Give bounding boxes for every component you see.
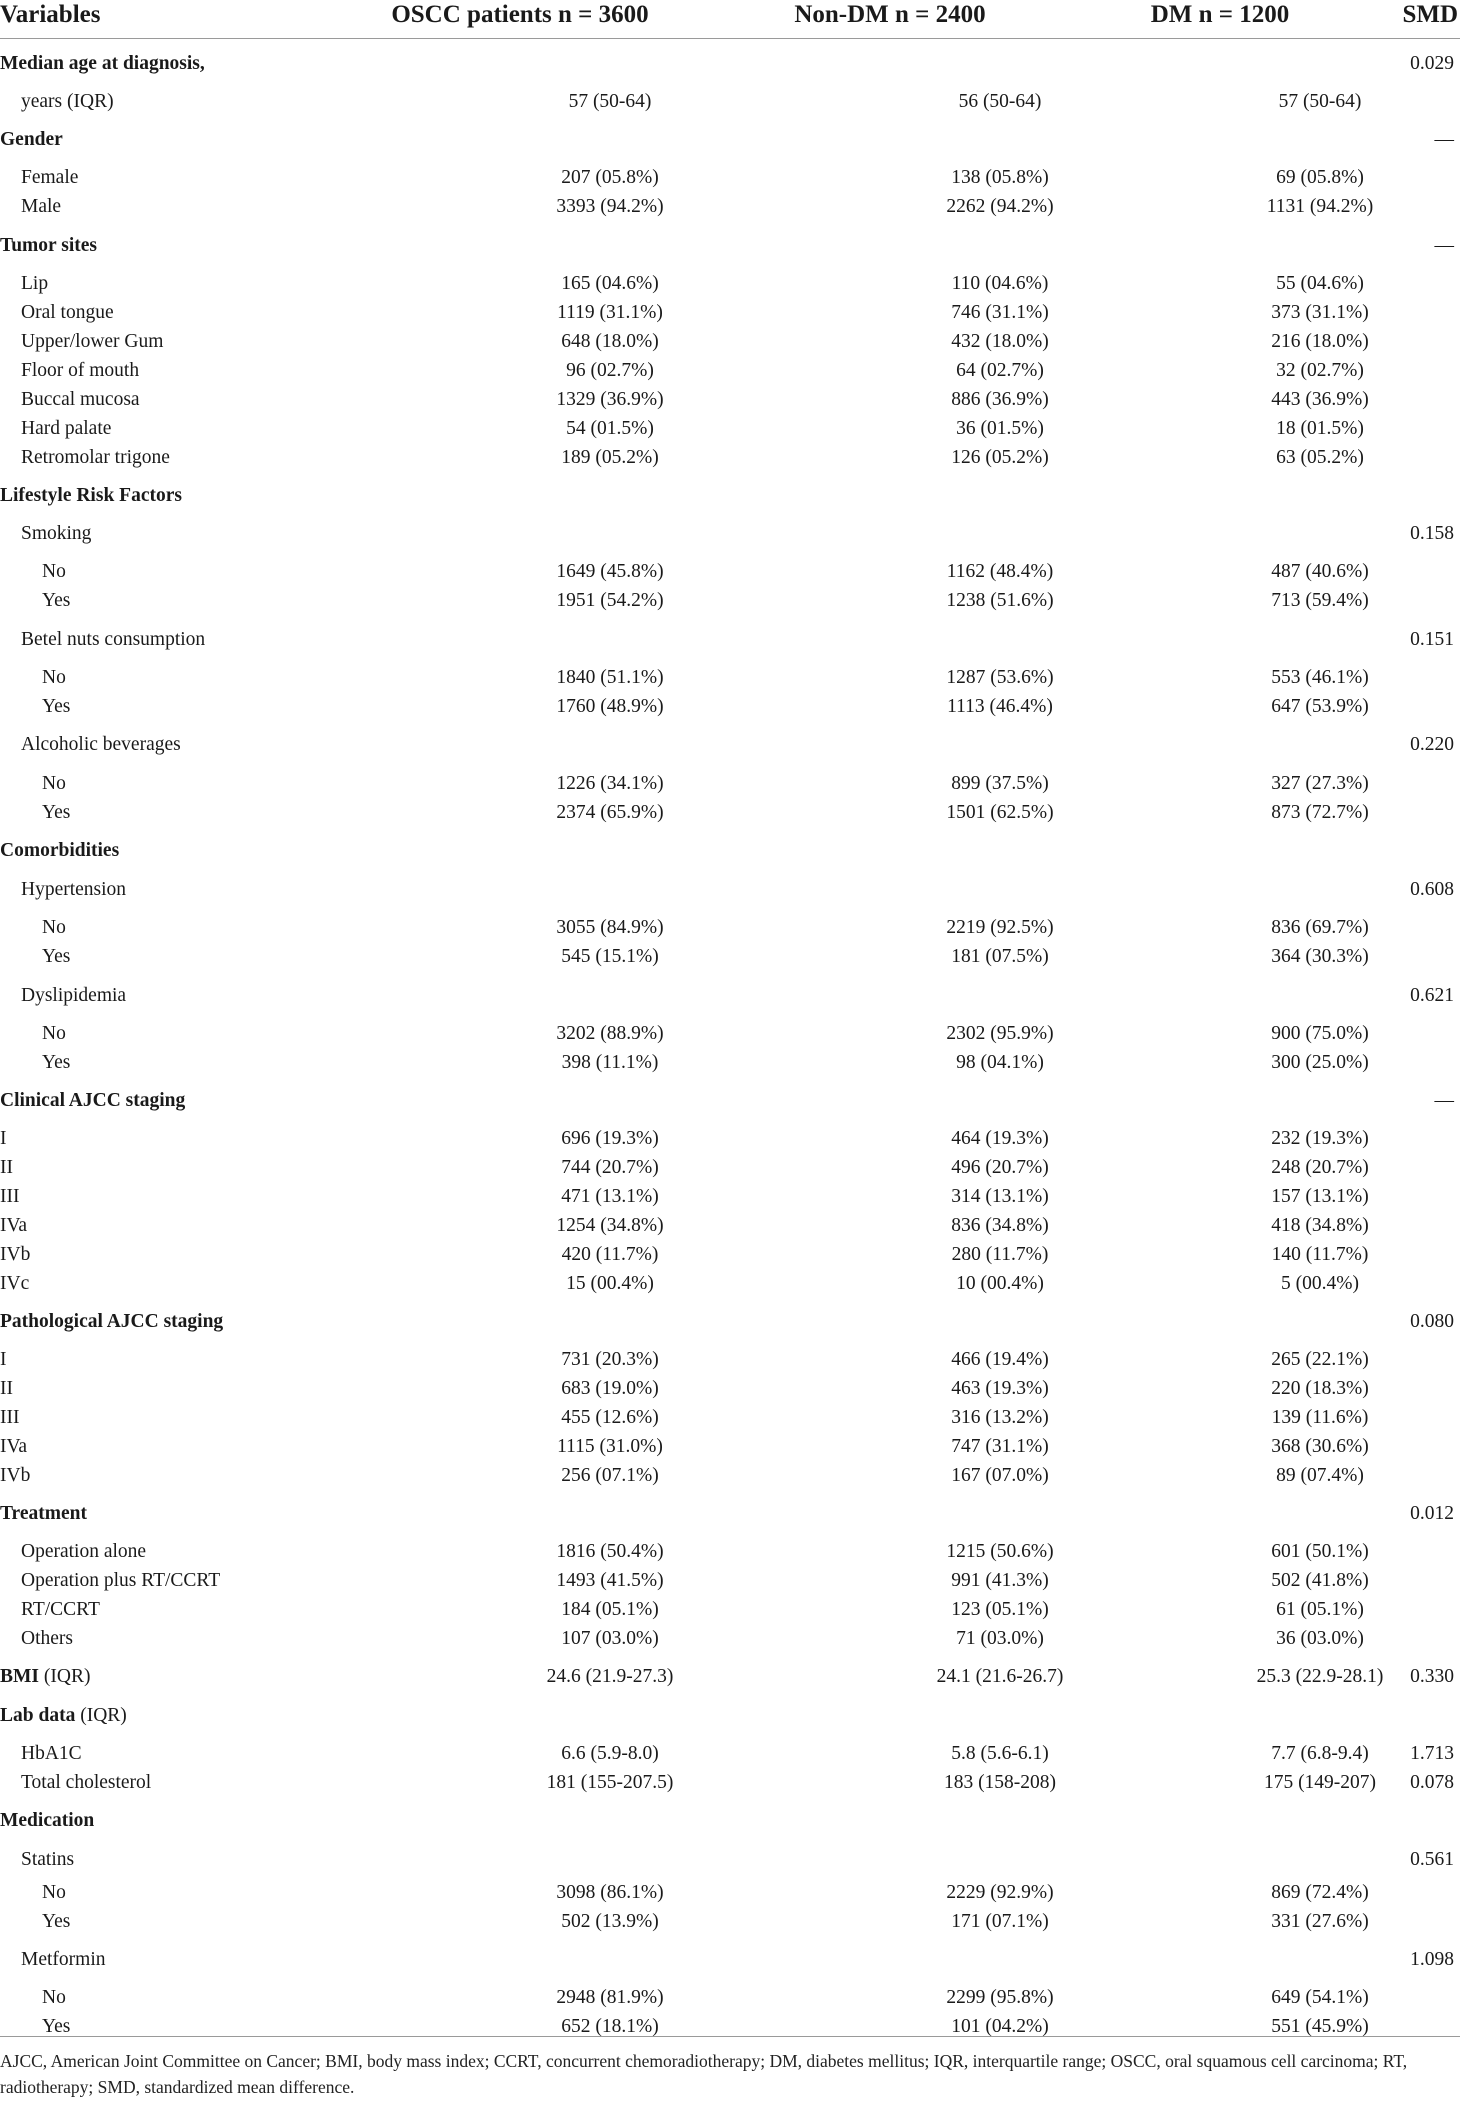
table-row: [0, 482, 1460, 510]
cell-dm: 36 (03.0%): [1276, 1628, 1364, 1649]
cell-non-dm: 2229 (92.9%): [946, 1882, 1054, 1903]
table-row: [0, 386, 1460, 414]
cell-non-dm: 36 (01.5%): [956, 418, 1044, 439]
row-label: Gender: [0, 129, 63, 150]
table-row: [0, 1908, 1460, 1936]
cell-dm: 647 (53.9%): [1271, 696, 1369, 717]
cell-smd: —: [1434, 235, 1454, 256]
table-row: [0, 88, 1460, 116]
cell-non-dm: 1113 (46.4%): [947, 696, 1053, 717]
cell-oscc: 1840 (51.1%): [556, 667, 664, 688]
table-row: [0, 1087, 1460, 1115]
header-oscc: OSCC patients n = 3600: [391, 1, 649, 28]
row-label: IVa: [0, 1215, 28, 1236]
row-label: II: [0, 1378, 13, 1399]
cell-oscc: 15 (00.4%): [566, 1273, 654, 1294]
cell-non-dm: 126 (05.2%): [951, 447, 1049, 468]
cell-oscc: 1329 (36.9%): [556, 389, 664, 410]
table-row: [0, 693, 1460, 721]
cell-non-dm: 464 (19.3%): [951, 1128, 1049, 1149]
cell-dm: 265 (22.1%): [1271, 1349, 1369, 1370]
table-row: [0, 193, 1460, 221]
cell-dm: 364 (30.3%): [1271, 946, 1369, 967]
cell-oscc: 545 (15.1%): [561, 946, 659, 967]
table-row: [0, 520, 1460, 548]
cell-dm: 836 (69.7%): [1271, 917, 1369, 938]
cell-oscc: 24.6 (21.9-27.3): [546, 1666, 674, 1687]
cell-non-dm: 314 (13.1%): [951, 1186, 1049, 1207]
row-label: IVc: [0, 1273, 30, 1294]
cell-smd: 0.158: [1410, 523, 1454, 544]
table-row: [0, 1740, 1460, 1768]
table-row: [0, 1241, 1460, 1269]
table-row: [0, 328, 1460, 356]
row-label: Buccal mucosa: [21, 389, 140, 410]
row-label: Alcoholic beverages: [21, 734, 181, 755]
row-label: Treatment: [0, 1503, 87, 1524]
table-row: [0, 587, 1460, 615]
row-label: HbA1C: [21, 1743, 82, 1764]
row-label: Pathological AJCC staging: [0, 1311, 224, 1332]
row-label: Dyslipidemia: [21, 985, 127, 1006]
cell-oscc: 189 (05.2%): [561, 447, 659, 468]
table-row: [0, 664, 1460, 692]
table-row: [0, 1596, 1460, 1624]
table-row: [0, 1270, 1460, 1298]
table-header: [0, 0, 1460, 36]
table-row: [0, 357, 1460, 385]
row-label: Operation alone: [21, 1541, 147, 1562]
cell-oscc: 696 (19.3%): [561, 1128, 659, 1149]
cell-non-dm: 886 (36.9%): [951, 389, 1049, 410]
header-variables: Variables: [0, 1, 101, 28]
cell-dm: 502 (41.8%): [1271, 1570, 1369, 1591]
cell-oscc: 648 (18.0%): [561, 331, 659, 352]
row-label: Comorbidities: [0, 840, 120, 861]
cell-oscc: 420 (11.7%): [561, 1244, 659, 1265]
cell-smd: 0.012: [1410, 1503, 1454, 1524]
cell-smd: 0.330: [1410, 1666, 1454, 1687]
row-label: Oral tongue: [21, 302, 114, 323]
cell-non-dm: 123 (05.1%): [951, 1599, 1049, 1620]
cell-oscc: 1649 (45.8%): [556, 561, 664, 582]
row-label: Retromolar trigone: [21, 447, 170, 468]
cell-non-dm: 167 (07.0%): [951, 1465, 1049, 1486]
row-label: Others: [21, 1628, 73, 1649]
table-row: [0, 1946, 1460, 1974]
cell-dm: 5 (00.4%): [1281, 1273, 1359, 1294]
cell-oscc: 3055 (84.9%): [556, 917, 664, 938]
cell-non-dm: 466 (19.4%): [951, 1349, 1049, 1370]
cell-non-dm: 1238 (51.6%): [946, 590, 1054, 611]
cell-oscc: 181 (155-207.5): [546, 1772, 674, 1793]
cell-non-dm: 56 (50-64): [958, 91, 1042, 112]
row-label-suffix: (IQR): [39, 1666, 91, 1687]
header-dm: DM n = 1200: [1150, 1, 1290, 28]
table-row: [0, 1049, 1460, 1077]
cell-dm: 553 (46.1%): [1271, 667, 1369, 688]
cell-dm: 32 (02.7%): [1276, 360, 1364, 381]
table-row: [0, 1567, 1460, 1595]
cell-oscc: 1816 (50.4%): [556, 1541, 664, 1562]
cell-dm: 89 (07.4%): [1276, 1465, 1364, 1486]
cell-dm: 418 (34.8%): [1271, 1215, 1369, 1236]
cell-dm: 216 (18.0%): [1271, 331, 1369, 352]
table-row: [0, 126, 1460, 154]
cell-dm: 443 (36.9%): [1271, 389, 1369, 410]
table-row: [0, 1879, 1460, 1907]
table-row: [0, 1663, 1460, 1691]
cell-non-dm: 64 (02.7%): [956, 360, 1044, 381]
cell-dm: 487 (40.6%): [1271, 561, 1369, 582]
cell-smd: —: [1434, 129, 1454, 150]
table-row: [0, 1846, 1460, 1874]
cell-oscc: 1951 (54.2%): [556, 590, 664, 611]
cell-non-dm: 2299 (95.8%): [946, 1987, 1054, 2008]
table-row: [0, 1538, 1460, 1566]
table-row: [0, 164, 1460, 192]
cell-smd: 1.098: [1410, 1949, 1454, 1970]
table-row: [0, 731, 1460, 759]
cell-non-dm: 746 (31.1%): [951, 302, 1049, 323]
cell-dm: 900 (75.0%): [1271, 1023, 1369, 1044]
cell-dm: 331 (27.6%): [1271, 1911, 1369, 1932]
row-label: Operation plus RT/CCRT: [21, 1570, 221, 1591]
row-label: No: [42, 1987, 66, 2008]
row-label: Clinical AJCC staging: [0, 1090, 186, 1111]
header-rule: [0, 38, 1460, 39]
row-label: No: [42, 1023, 66, 1044]
cell-dm: 7.7 (6.8-9.4): [1271, 1743, 1369, 1764]
cell-non-dm: 991 (41.3%): [951, 1570, 1049, 1591]
cell-smd: —: [1434, 1090, 1454, 1111]
cell-non-dm: 2219 (92.5%): [946, 917, 1054, 938]
cell-non-dm: 463 (19.3%): [951, 1378, 1049, 1399]
row-label: No: [42, 1882, 66, 1903]
cell-dm: 601 (50.1%): [1271, 1541, 1369, 1562]
cell-oscc: 3393 (94.2%): [556, 196, 664, 217]
row-label: Yes: [42, 802, 71, 823]
table-row: [0, 1183, 1460, 1211]
cell-smd: 0.029: [1410, 53, 1454, 74]
cell-oscc: 1493 (41.5%): [556, 1570, 664, 1591]
table-row: [0, 1404, 1460, 1432]
row-label: Yes: [42, 2016, 71, 2037]
cell-dm: 551 (45.9%): [1271, 2016, 1369, 2037]
cell-oscc: 2374 (65.9%): [556, 802, 664, 823]
cell-oscc: 165 (04.6%): [561, 273, 659, 294]
row-label: Yes: [42, 946, 71, 967]
table-row: [0, 1125, 1460, 1153]
cell-dm: 649 (54.1%): [1271, 1987, 1369, 2008]
row-label: Floor of mouth: [21, 360, 140, 381]
cell-oscc: 57 (50-64): [568, 91, 652, 112]
row-label: Male: [21, 196, 62, 217]
cell-non-dm: 138 (05.8%): [951, 167, 1049, 188]
table-row: [0, 1500, 1460, 1528]
table-row: [0, 232, 1460, 260]
cell-dm: 57 (50-64): [1278, 91, 1362, 112]
cell-oscc: 1254 (34.8%): [556, 1215, 664, 1236]
table-row: [0, 770, 1460, 798]
row-label: No: [42, 917, 66, 938]
row-label: Female: [21, 167, 79, 188]
row-label: Hypertension: [21, 879, 127, 900]
cell-oscc: 683 (19.0%): [561, 1378, 659, 1399]
cell-oscc: 652 (18.1%): [561, 2016, 659, 2037]
cell-dm: 327 (27.3%): [1271, 773, 1369, 794]
cell-dm: 61 (05.1%): [1276, 1599, 1364, 1620]
cell-oscc: 107 (03.0%): [561, 1628, 659, 1649]
cell-non-dm: 432 (18.0%): [951, 331, 1049, 352]
row-label: III: [0, 1407, 20, 1428]
cell-non-dm: 71 (03.0%): [956, 1628, 1044, 1649]
table-row: [0, 943, 1460, 971]
row-label: Hard palate: [21, 418, 112, 439]
cell-oscc: 54 (01.5%): [566, 418, 654, 439]
cell-dm: 873 (72.7%): [1271, 802, 1369, 823]
cell-smd: 1.713: [1410, 1743, 1454, 1764]
cell-oscc: 455 (12.6%): [561, 1407, 659, 1428]
table-row: [0, 1346, 1460, 1374]
cell-dm: 157 (13.1%): [1271, 1186, 1369, 1207]
cell-dm: 232 (19.3%): [1271, 1128, 1369, 1149]
row-label-suffix: (IQR): [75, 1705, 127, 1726]
table-row: [0, 914, 1460, 942]
cell-dm: 139 (11.6%): [1271, 1407, 1369, 1428]
cell-smd: 0.561: [1410, 1849, 1454, 1870]
cell-smd: 0.220: [1410, 734, 1454, 755]
row-label: Statins: [21, 1849, 75, 1870]
row-label: [0, 1702, 127, 1730]
cell-oscc: 471 (13.1%): [561, 1186, 659, 1207]
row-label: IVa: [0, 1436, 28, 1457]
table-row: [0, 50, 1460, 78]
cell-non-dm: 1501 (62.5%): [946, 802, 1054, 823]
cell-non-dm: 24.1 (21.6-26.7): [936, 1666, 1064, 1687]
cell-dm: 63 (05.2%): [1276, 447, 1364, 468]
cell-dm: 368 (30.6%): [1271, 1436, 1369, 1457]
cell-oscc: 1760 (48.9%): [556, 696, 664, 717]
cell-oscc: 1115 (31.0%): [557, 1436, 663, 1457]
bottom-rule: [0, 2036, 1460, 2037]
table-row: [0, 444, 1460, 472]
cell-smd: 0.608: [1410, 879, 1454, 900]
cell-non-dm: 1287 (53.6%): [946, 667, 1054, 688]
cell-oscc: 3098 (86.1%): [556, 1882, 664, 1903]
cell-dm: 25.3 (22.9-28.1): [1256, 1666, 1384, 1687]
table-row: [0, 1702, 1460, 1730]
row-label: Tumor sites: [0, 235, 97, 256]
row-label: Yes: [42, 1052, 71, 1073]
cell-non-dm: 280 (11.7%): [951, 1244, 1049, 1265]
cell-non-dm: 5.8 (5.6-6.1): [951, 1743, 1049, 1764]
row-label: Upper/lower Gum: [21, 331, 164, 352]
row-label: [0, 1663, 90, 1691]
table-row: [0, 876, 1460, 904]
table-row: [0, 1020, 1460, 1048]
cell-dm: 300 (25.0%): [1271, 1052, 1369, 1073]
cell-dm: 55 (04.6%): [1276, 273, 1364, 294]
cell-non-dm: 110 (04.6%): [951, 273, 1049, 294]
row-label-main: BMI: [0, 1666, 39, 1687]
cell-oscc: 2948 (81.9%): [556, 1987, 664, 2008]
row-label: I: [0, 1128, 7, 1149]
cell-smd: 0.080: [1410, 1311, 1454, 1332]
cell-dm: 18 (01.5%): [1276, 418, 1364, 439]
table-row: [0, 626, 1460, 654]
cell-non-dm: 181 (07.5%): [951, 946, 1049, 967]
row-label: Metformin: [21, 1949, 106, 1970]
cell-non-dm: 171 (07.1%): [951, 1911, 1049, 1932]
cell-non-dm: 899 (37.5%): [951, 773, 1049, 794]
row-label: Smoking: [21, 523, 92, 544]
row-label: IVb: [0, 1244, 31, 1265]
cell-oscc: 96 (02.7%): [566, 360, 654, 381]
row-label: Yes: [42, 1911, 71, 1932]
cell-dm: 140 (11.7%): [1271, 1244, 1369, 1265]
cell-non-dm: 747 (31.1%): [951, 1436, 1049, 1457]
row-label: Lifestyle Risk Factors: [0, 485, 182, 506]
header-non-dm: Non-DM n = 2400: [794, 1, 986, 28]
table-row: [0, 415, 1460, 443]
table-row: [0, 1212, 1460, 1240]
table-row: [0, 1625, 1460, 1653]
cell-non-dm: 2262 (94.2%): [946, 196, 1054, 217]
table-row: [0, 299, 1460, 327]
table-row: [0, 558, 1460, 586]
cell-non-dm: 836 (34.8%): [951, 1215, 1049, 1236]
cell-non-dm: 496 (20.7%): [951, 1157, 1049, 1178]
cell-non-dm: 316 (13.2%): [951, 1407, 1049, 1428]
cell-smd: 0.078: [1410, 1772, 1454, 1793]
cell-non-dm: 1162 (48.4%): [946, 561, 1054, 582]
cell-non-dm: 183 (158-208): [943, 1772, 1057, 1793]
row-label: years (IQR): [21, 91, 114, 112]
cell-dm: 373 (31.1%): [1271, 302, 1369, 323]
cell-non-dm: 10 (00.4%): [956, 1273, 1044, 1294]
table-row: [0, 1462, 1460, 1490]
cell-non-dm: 101 (04.2%): [951, 2016, 1049, 2037]
row-label: Betel nuts consumption: [21, 629, 206, 650]
cell-oscc: 1119 (31.1%): [557, 302, 663, 323]
row-label: III: [0, 1186, 20, 1207]
cell-non-dm: 98 (04.1%): [956, 1052, 1044, 1073]
cell-oscc: 502 (13.9%): [561, 1911, 659, 1932]
cell-non-dm: 1215 (50.6%): [946, 1541, 1054, 1562]
cell-oscc: 207 (05.8%): [561, 167, 659, 188]
cell-dm: 713 (59.4%): [1271, 590, 1369, 611]
row-label: IVb: [0, 1465, 31, 1486]
cell-oscc: 256 (07.1%): [561, 1465, 659, 1486]
header-smd: SMD: [1402, 1, 1458, 28]
cell-smd: 0.151: [1410, 629, 1454, 650]
row-label: No: [42, 561, 66, 582]
cell-dm: 175 (149-207): [1263, 1772, 1377, 1793]
row-label: Medication: [0, 1810, 95, 1831]
table-row: [0, 1433, 1460, 1461]
row-label: No: [42, 773, 66, 794]
cell-smd: 0.621: [1410, 985, 1454, 1006]
table-row: [0, 1807, 1460, 1835]
table-row: [0, 1154, 1460, 1182]
cell-non-dm: 2302 (95.9%): [946, 1023, 1054, 1044]
cell-oscc: 1226 (34.1%): [556, 773, 664, 794]
cell-dm: 220 (18.3%): [1271, 1378, 1369, 1399]
table-row: [0, 1308, 1460, 1336]
table-footnote: AJCC, American Joint Committee on Cancer; BMI, body mass index; CCRT, concurrent chemoradiotherapy; DM, diabetes mellitus; IQR, interquartile range; OSCC, oral squamous cell carcinoma; RT, radiotherapy; SMD, standardized mean difference.: [0, 2051, 1408, 2097]
table-row: [0, 982, 1460, 1010]
cell-oscc: 744 (20.7%): [561, 1157, 659, 1178]
cell-oscc: 731 (20.3%): [561, 1349, 659, 1370]
table-row: [0, 1984, 1460, 2012]
row-label-main: Lab data: [0, 1705, 76, 1726]
row-label: II: [0, 1157, 13, 1178]
table-row: [0, 1375, 1460, 1403]
table-row: [0, 1769, 1460, 1797]
row-label: Yes: [42, 696, 71, 717]
cell-oscc: 398 (11.1%): [561, 1052, 659, 1073]
cell-dm: 869 (72.4%): [1271, 1882, 1369, 1903]
table-row: [0, 270, 1460, 298]
table-row: [0, 799, 1460, 827]
cell-oscc: 184 (05.1%): [561, 1599, 659, 1620]
row-label: I: [0, 1349, 7, 1370]
cell-oscc: 3202 (88.9%): [556, 1023, 664, 1044]
table-row: [0, 837, 1460, 865]
row-label: Total cholesterol: [21, 1772, 152, 1793]
row-label: RT/CCRT: [21, 1599, 100, 1620]
row-label: Median age at diagnosis,: [0, 53, 205, 74]
row-label: Lip: [21, 273, 49, 294]
cell-dm: 1131 (94.2%): [1266, 196, 1374, 217]
row-label: Yes: [42, 590, 71, 611]
row-label: No: [42, 667, 66, 688]
cell-oscc: 6.6 (5.9-8.0): [561, 1743, 659, 1764]
cell-dm: 69 (05.8%): [1276, 167, 1364, 188]
cell-dm: 248 (20.7%): [1271, 1157, 1369, 1178]
